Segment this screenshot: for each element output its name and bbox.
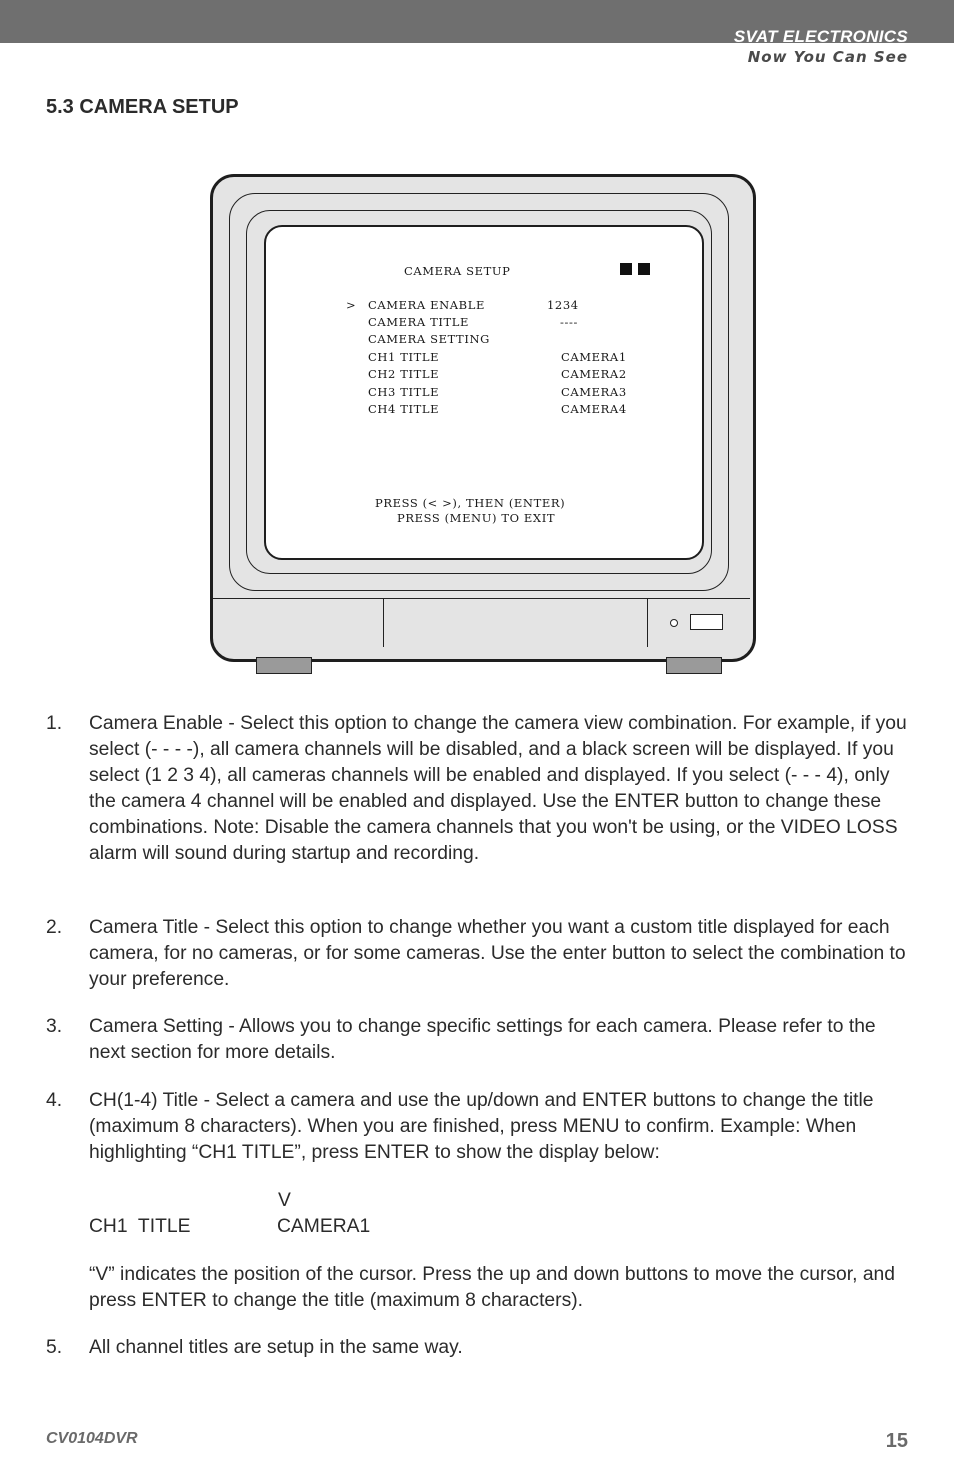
power-led-icon (670, 619, 678, 627)
list-number: 1. (46, 713, 63, 734)
osd-row-label: CAMERA ENABLE (368, 298, 485, 312)
list-item (46, 1014, 916, 1066)
monitor-foot (666, 657, 722, 674)
power-button-icon (690, 614, 723, 630)
osd-row-label: CH3 TITLE (368, 385, 440, 399)
osd-row-label: CH2 TITLE (368, 367, 440, 381)
osd-help-line: PRESS (MENU) TO EXIT (397, 511, 556, 525)
monitor-foot (256, 657, 312, 674)
monitor-illustration (210, 174, 754, 674)
example-value: CAMERA1 (277, 1216, 371, 1237)
osd-help-line: PRESS (< >), THEN (ENTER) (375, 496, 566, 510)
list-number: 3. (46, 1016, 63, 1037)
list-number: 4. (46, 1090, 63, 1111)
list-item (46, 1335, 916, 1361)
list-text: CH(1-4) Title - Select a camera and use the up/down and ENTER buttons to change the title (maximum 8 characters). When you are finished, press MENU to confirm. Example: When highlighting “CH1 TITLE”, press ENTER to show the display below: (89, 1090, 874, 1163)
list-number: 5. (46, 1337, 63, 1358)
example-note (89, 1262, 916, 1314)
osd-row-label: CAMERA TITLE (368, 315, 470, 329)
footer-model: CV0104DVR (46, 1430, 138, 1447)
osd-row-value: CAMERA2 (561, 367, 627, 381)
example-note-text: “V” indicates the position of the cursor. Press the up and down buttons to move the cursor, and press ENTER to change the title (maximum 8 characters). (89, 1264, 895, 1311)
page-number: 15 (885, 1430, 908, 1452)
cursor-indicator: V (278, 1190, 291, 1211)
brand-tagline: Now You Can See (747, 48, 908, 66)
osd-row-value: CAMERA3 (561, 385, 627, 399)
list-text: Camera Setting - Allows you to change specific settings for each camera. Please refer to the next section for more details. (89, 1016, 876, 1063)
osd-indicator-square (620, 263, 632, 275)
osd-indicator-square (638, 263, 650, 275)
osd-row-value: CAMERA4 (561, 402, 627, 416)
osd-row-label: CH4 TITLE (368, 402, 440, 416)
osd-cursor: > (346, 298, 357, 312)
brand-name: SVAT ELECTRONICS (733, 27, 908, 46)
section-title: 5.3 CAMERA SETUP (46, 96, 239, 118)
example-label: CH1 TITLE (89, 1216, 191, 1237)
osd-row-label: CH1 TITLE (368, 350, 440, 364)
osd-row-value: ---- (560, 315, 578, 329)
list-item (46, 711, 916, 893)
osd-row-value: 1234 (547, 298, 579, 312)
list-item (46, 915, 916, 993)
monitor-panel-divider (647, 598, 648, 647)
osd-row-value: CAMERA1 (561, 350, 627, 364)
list-text: Camera Enable - Select this option to change the camera view combination. For example, if you select (- - - -), all camera channels will be disabled, and a black screen will be displayed. If you select (1 2 3 4), all cameras channels will be enabled and displayed. If you select (- - - 4), only the camera 4 channel will be enabled and displayed. Use the ENTER button to change these combinations. Note: Disable the camera channels that you won't be using, or the VIDEO LOSS alarm will sound during startup and recording. (89, 713, 907, 864)
list-number: 2. (46, 917, 63, 938)
list-text: Camera Title - Select this option to change whether you want a custom title displayed for each camera, for no cameras, or for some cameras. Use the enter button to select the combination to your preference. (89, 917, 906, 990)
osd-row-label: CAMERA SETTING (368, 332, 490, 346)
list-item (46, 1088, 916, 1166)
monitor-base-divider (213, 598, 750, 599)
osd-title: CAMERA SETUP (404, 264, 511, 278)
list-text: All channel titles are setup in the same way. (89, 1337, 463, 1358)
monitor-panel-divider (383, 598, 384, 647)
monitor-screen (264, 225, 704, 560)
